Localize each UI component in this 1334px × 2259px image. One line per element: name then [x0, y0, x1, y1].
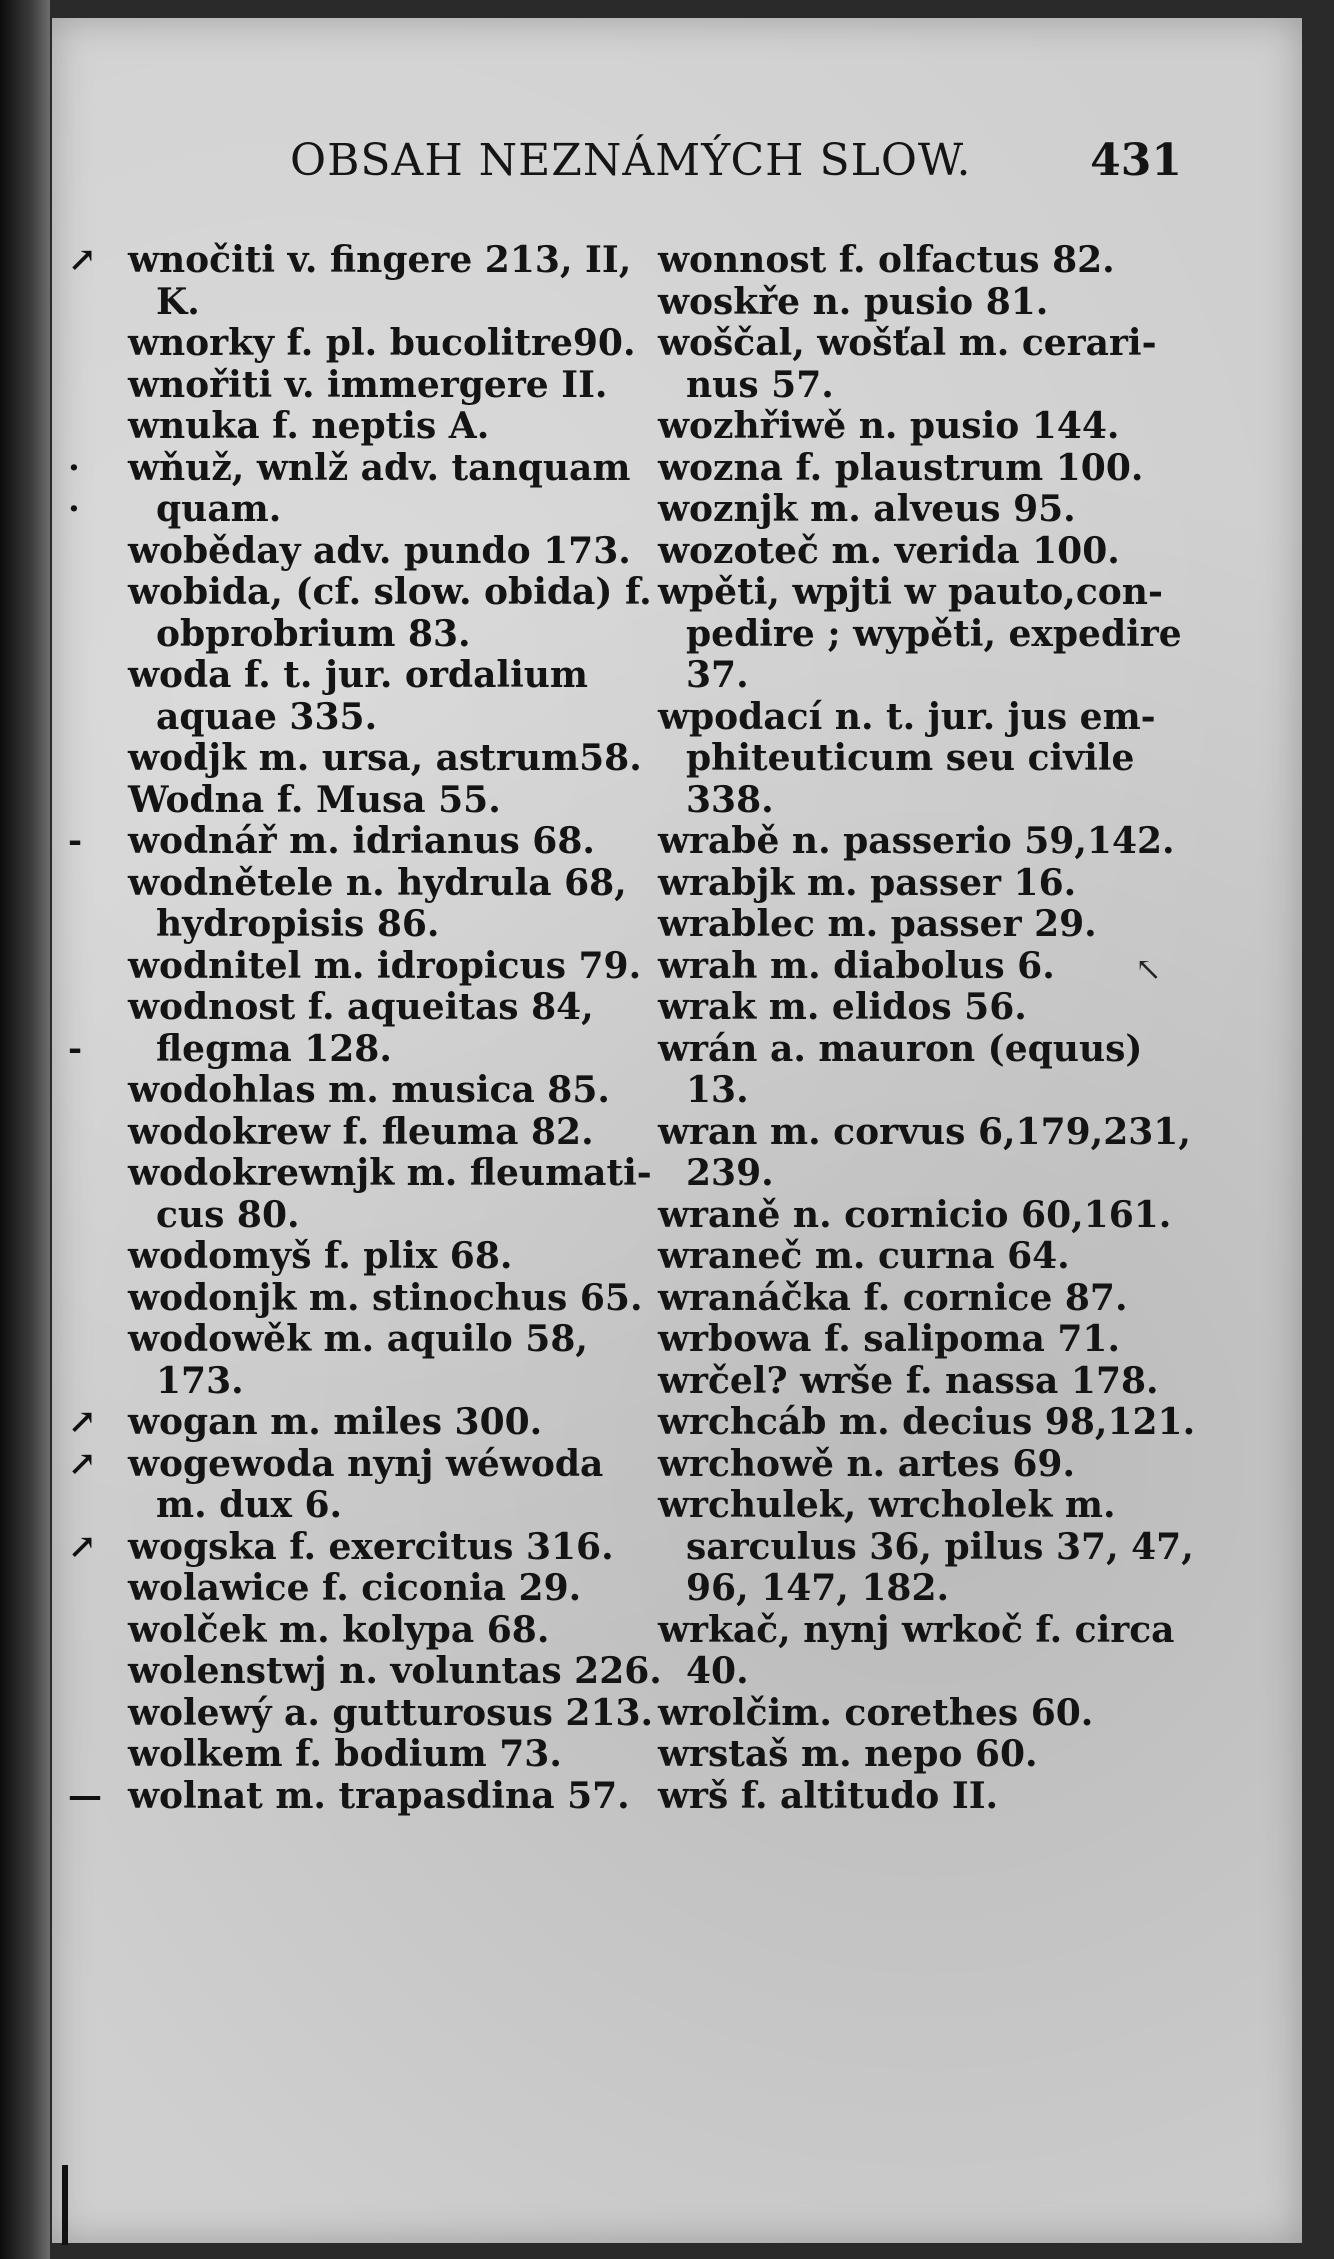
glossary-line: wodnost f. aqueitas 84,	[128, 986, 594, 1028]
glossary-line: wnořiti v. immergere II.	[128, 363, 608, 406]
glossary-line: wnuka f. neptis A.	[128, 405, 490, 447]
margin-mark: ↗	[68, 1526, 97, 1567]
glossary-line: wrolčim. corethes 60.	[658, 1691, 1094, 1734]
glossary-line: Wodna f. Musa 55.	[128, 778, 501, 821]
glossary-line: 40.	[686, 1650, 749, 1692]
glossary-line: quam.	[156, 488, 282, 530]
glossary-line: wnorky f. pl. bucolitre90.	[128, 322, 636, 364]
glossary-line: wrbowa f. salipoma 71.	[658, 1318, 1120, 1360]
glossary-line: woběday adv. pundo 173.	[128, 529, 631, 572]
glossary-line: wodnitel m. idropicus 79.	[128, 944, 642, 987]
left-column	[128, 239, 662, 1817]
margin-mark: ↗	[68, 1443, 97, 1484]
margin-mark: —	[68, 1775, 102, 1816]
glossary-line: wolkem f. bodium 73.	[128, 1733, 562, 1775]
margin-mark: ·	[68, 447, 80, 488]
glossary-line: 239.	[686, 1152, 774, 1194]
glossary-line: wodomyš f. plix 68.	[128, 1235, 513, 1277]
glossary-line: wozhřiwě n. pusio 144.	[658, 405, 1120, 447]
glossary-line: hydropisis 86.	[156, 903, 440, 945]
glossary-line: wolawice f. ciconia 29.	[128, 1567, 582, 1609]
glossary-line: woščal, wošťal m. cerari-	[658, 322, 1157, 364]
glossary-line: wran m. corvus 6,179,231,	[658, 1110, 1191, 1153]
glossary-line: sarculus 36, pilus 37, 47,	[686, 1525, 1194, 1568]
glossary-line: cus 80.	[156, 1193, 300, 1236]
glossary-line: wodokrewnjk m. fleumati-	[128, 1152, 652, 1194]
glossary-line: wogewoda nynj wéwoda	[128, 1442, 604, 1485]
glossary-line: wolnat m. trapasdina 57.	[128, 1774, 630, 1817]
glossary-line: flegma 128.	[156, 1027, 392, 1070]
glossary-line: pedire ; wypěti, expedire	[686, 612, 1182, 655]
glossary-line: wrchowě n. artes 69.	[658, 1442, 1075, 1485]
header-title: OBSAH NEZNÁMÝCH SLOW.	[290, 135, 972, 186]
glossary-line: wrchcáb m. decius 98,121.	[658, 1401, 1196, 1443]
glossary-line: wraneč m. curna 64.	[658, 1235, 1070, 1277]
margin-mark: ·	[68, 489, 80, 529]
glossary-line: wonnost f. olfactus 82.	[658, 239, 1115, 281]
page-number: 431	[1090, 135, 1182, 186]
glossary-line: wodjk m. ursa, astrum58.	[128, 737, 642, 779]
glossary-line: wodohlas m. musica 85.	[128, 1069, 610, 1111]
margin-mark: ↗	[68, 1402, 97, 1442]
glossary-line: wogan m. miles 300.	[128, 1401, 543, 1443]
glossary-line: m. dux 6.	[156, 1484, 343, 1526]
glossary-line: wrablec m. passer 29.	[658, 903, 1097, 945]
glossary-line: wranáčka f. cornice 87.	[658, 1276, 1128, 1319]
glossary-line: wolček m. kolypa 68.	[128, 1608, 550, 1651]
glossary-line: wrabjk m. passer 16.	[658, 861, 1077, 904]
glossary-line: 338.	[686, 778, 774, 821]
glossary-line: wozna f. plaustrum 100.	[658, 446, 1144, 489]
glossary-line: aquae 335.	[156, 695, 378, 738]
glossary-line: wrchulek, wrcholek m.	[658, 1484, 1116, 1526]
glossary-line: wobida, (cf. slow. obida) f.	[128, 571, 652, 613]
glossary-line: wraně n. cornicio 60,161.	[658, 1193, 1172, 1236]
glossary-line: wrak m. elidos 56.	[658, 986, 1027, 1028]
glossary-line: phiteuticum seu civile	[686, 737, 1135, 779]
glossary-line: wnočiti v. fingere 213, II,	[128, 239, 632, 281]
margin-tick	[62, 2165, 68, 2245]
glossary-line: wrstaš m. nepo 60.	[658, 1733, 1038, 1775]
glossary-line: wolenstwj n. voluntas 226.	[128, 1650, 662, 1692]
right-column	[658, 239, 1196, 1817]
margin-mark: -	[68, 1028, 83, 1069]
glossary-line: wrš f. altitudo II.	[658, 1774, 999, 1817]
glossary-line: wodonjk m. stinochus 65.	[128, 1276, 643, 1319]
glossary-line: wpěti, wpjti w pauto,con-	[658, 571, 1163, 613]
glossary-line: wrkač, nynj wrkoč f. circa	[658, 1608, 1175, 1651]
glossary-line: 37.	[686, 654, 749, 696]
glossary-line: wrán a. mauron (equus)	[658, 1027, 1143, 1070]
glossary-line: wodnář m. idrianus 68.	[128, 820, 595, 862]
glossary-line: wpodací n. t. jur. jus em-	[658, 695, 1156, 738]
right-margin-mark: ↖	[1135, 950, 1162, 988]
running-header	[290, 135, 1190, 195]
glossary-line: wrčel? wrše f. nassa 178.	[658, 1359, 1159, 1402]
glossary-line: wrah m. diabolus 6.	[658, 944, 1055, 987]
glossary-line: woda f. t. jur. ordalium	[128, 654, 589, 696]
glossary-line: wogska f. exercitus 316.	[128, 1525, 614, 1568]
glossary-line: wodokrew f. fleuma 82.	[128, 1110, 594, 1153]
book-spine-edge	[0, 0, 50, 2259]
glossary-line: woznjk m. alveus 95.	[658, 488, 1076, 530]
glossary-line: 13.	[686, 1069, 749, 1111]
glossary-line: obprobrium 83.	[156, 612, 471, 655]
glossary-line: wňuž, wnlž adv. tanquam	[128, 446, 631, 489]
glossary-line: nus 57.	[686, 363, 834, 406]
margin-mark: ↗	[68, 240, 97, 280]
glossary-line: wodnětele n. hydrula 68,	[128, 861, 627, 904]
glossary-line: wrabě n. passerio 59,142.	[658, 820, 1175, 862]
margin-mark: -	[68, 821, 83, 861]
glossary-line: wolewý a. gutturosus 213.	[128, 1691, 654, 1734]
glossary-line: 173.	[156, 1359, 244, 1402]
glossary-line: K.	[156, 280, 200, 323]
glossary-line: wozoteč m. verida 100.	[658, 529, 1120, 572]
glossary-line: wodowěk m. aquilo 58,	[128, 1318, 588, 1360]
glossary-line: woskře n. pusio 81.	[658, 280, 1049, 323]
glossary-line: 96, 147, 182.	[686, 1567, 950, 1609]
